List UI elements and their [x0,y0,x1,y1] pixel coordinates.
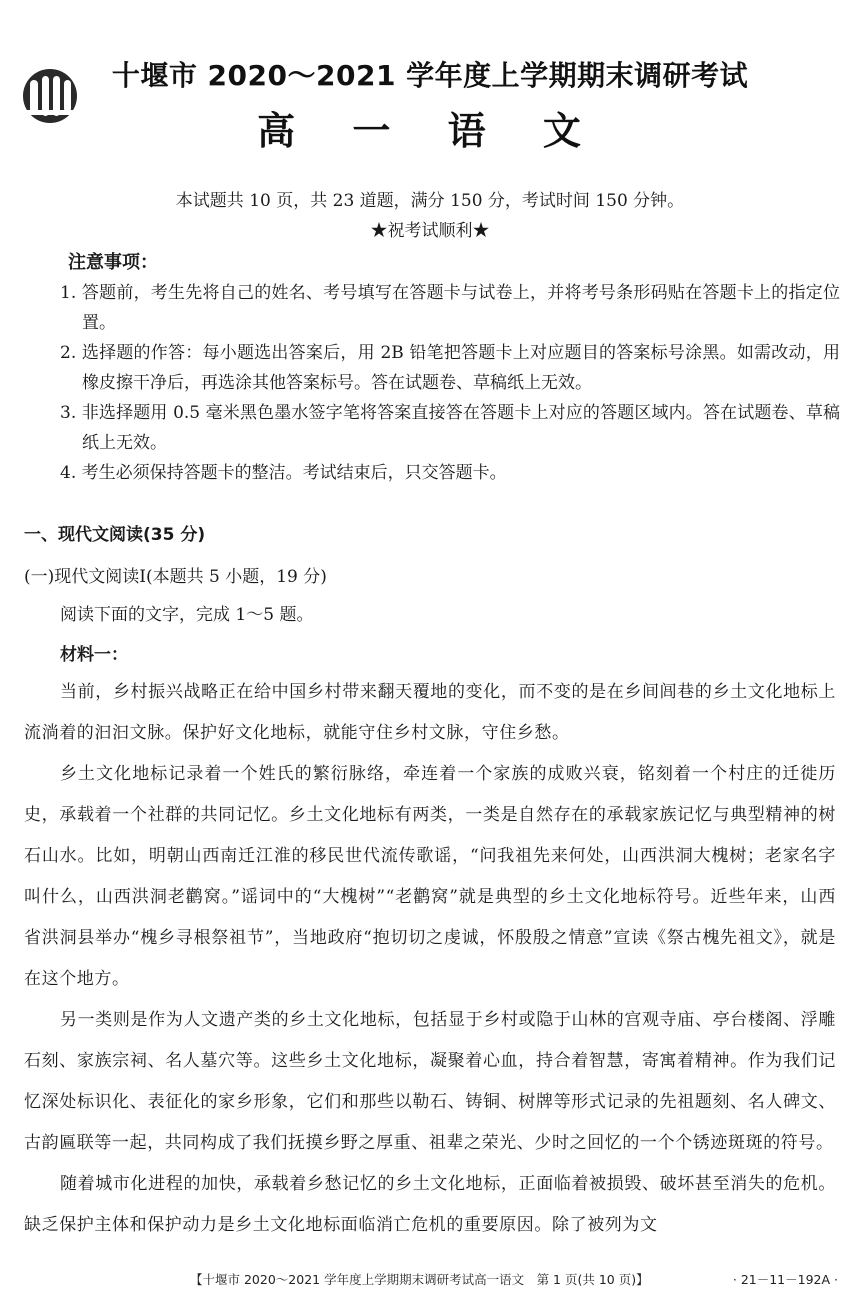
page-footer: 【十堰市 2020～2021 学年度上学期期末调研考试高一语文 第 1 页(共 10 页)】 [190,1272,649,1287]
notice-item: 1. 答题前，考生先将自己的姓名、考号填写在答题卡与试卷上，并将考号条形码贴在答题卡上的指定位置。 [60,283,840,333]
reading-instruction: 阅读下面的文字，完成 1～5 题。 [60,605,314,625]
subsection-heading: (一)现代文阅读Ⅰ(本题共 5 小题，19 分) [24,567,327,587]
passage-paragraph: 当前，乡村振兴战略正在给中国乡村带来翻天覆地的变化，而不变的是在乡间闾巷的乡土文化地标上流淌着的汩汩文脉。保护好文化地标，就能守住乡村文脉，守住乡愁。 [24,682,836,743]
notice-item: 2. 选择题的作答：每小题选出答案后，用 2B 铅笔把答题卡上对应题目的答案标号涂黑。如需改动，用橡皮擦干净后，再选涂其他答案标号。答在试题卷、草稿纸上无效。 [60,343,840,393]
subject-title: 高 一 语 文 [257,109,603,153]
material-label: 材料一： [60,645,128,665]
passage-paragraph: 随着城市化进程的加快，承载着乡愁记忆的乡土文化地标，正面临着被损毁、破坏甚至消失的危机。缺乏保护主体和保护动力是乡土文化地标面临消亡危机的重要原因。除了被列为文 [24,1174,836,1235]
passage-paragraph: 乡土文化地标记录着一个姓氏的繁衍脉络，牵连着一个家族的成败兴衰，铭刻着一个村庄的迁徙历史，承载着一个社群的共同记忆。乡土文化地标有两类，一类是自然存在的承载家族记忆与典型精神的树石山水。比如，明朝山西南迁江淮的移民世代流传歌谣，“问我祖先来何处，山西洪洞大槐树；老家名字叫什么，山西洪洞老鹳窝。”谣词中的“大槐树”“老鹳窝”就是典型的乡土文化地标符号。近些年来，山西省洪洞县举办“槐乡寻根祭祖节”，当地政府“抱切切之虔诚，怀殷殷之情意”宣读《祭古槐先祖文》，就是在这个地方。 [24,764,836,989]
good-luck-line: ★祝考试顺利★ [370,221,490,241]
notice-list [60,278,840,488]
passage-paragraph: 另一类则是作为人文遗产类的乡土文化地标，包括显于乡村或隐于山林的宫观寺庙、亭台楼阁、浮雕石刻、家族宗祠、名人墓穴等。这些乡土文化地标，凝聚着心血，持合着智慧，寄寓着精神。作为我们记忆深处标识化、表征化的家乡形象，它们和那些以勒石、铸铜、树牌等形式记录的先祖题刻、名人碑文、古韵匾联等一起，共同构成了我们抚摸乡野之厚重、祖辈之荣光、少时之回忆的一个个锈迹斑斑的符号。 [24,1010,836,1153]
reading-passage [24,672,836,1246]
footer-code: · 21－11－192A · [732,1272,838,1287]
exam-title: 十堰市 2020～2021 学年度上学期期末调研考试 [111,59,749,92]
exam-info: 本试题共 10 页，共 23 道题，满分 150 分，考试时间 150 分钟。 [175,191,685,211]
notice-item: 4. 考生必须保持答题卡的整洁。考试结束后，只交答题卡。 [60,463,507,483]
notice-heading: 注意事项： [68,252,158,273]
notice-item: 3. 非选择题用 0.5 毫米黑色墨水签字笔将答案直接答在答题卡上对应的答题区域内。答在试题卷、草稿纸上无效。 [60,403,840,453]
section-heading: 一、现代文阅读(35 分) [24,525,206,545]
